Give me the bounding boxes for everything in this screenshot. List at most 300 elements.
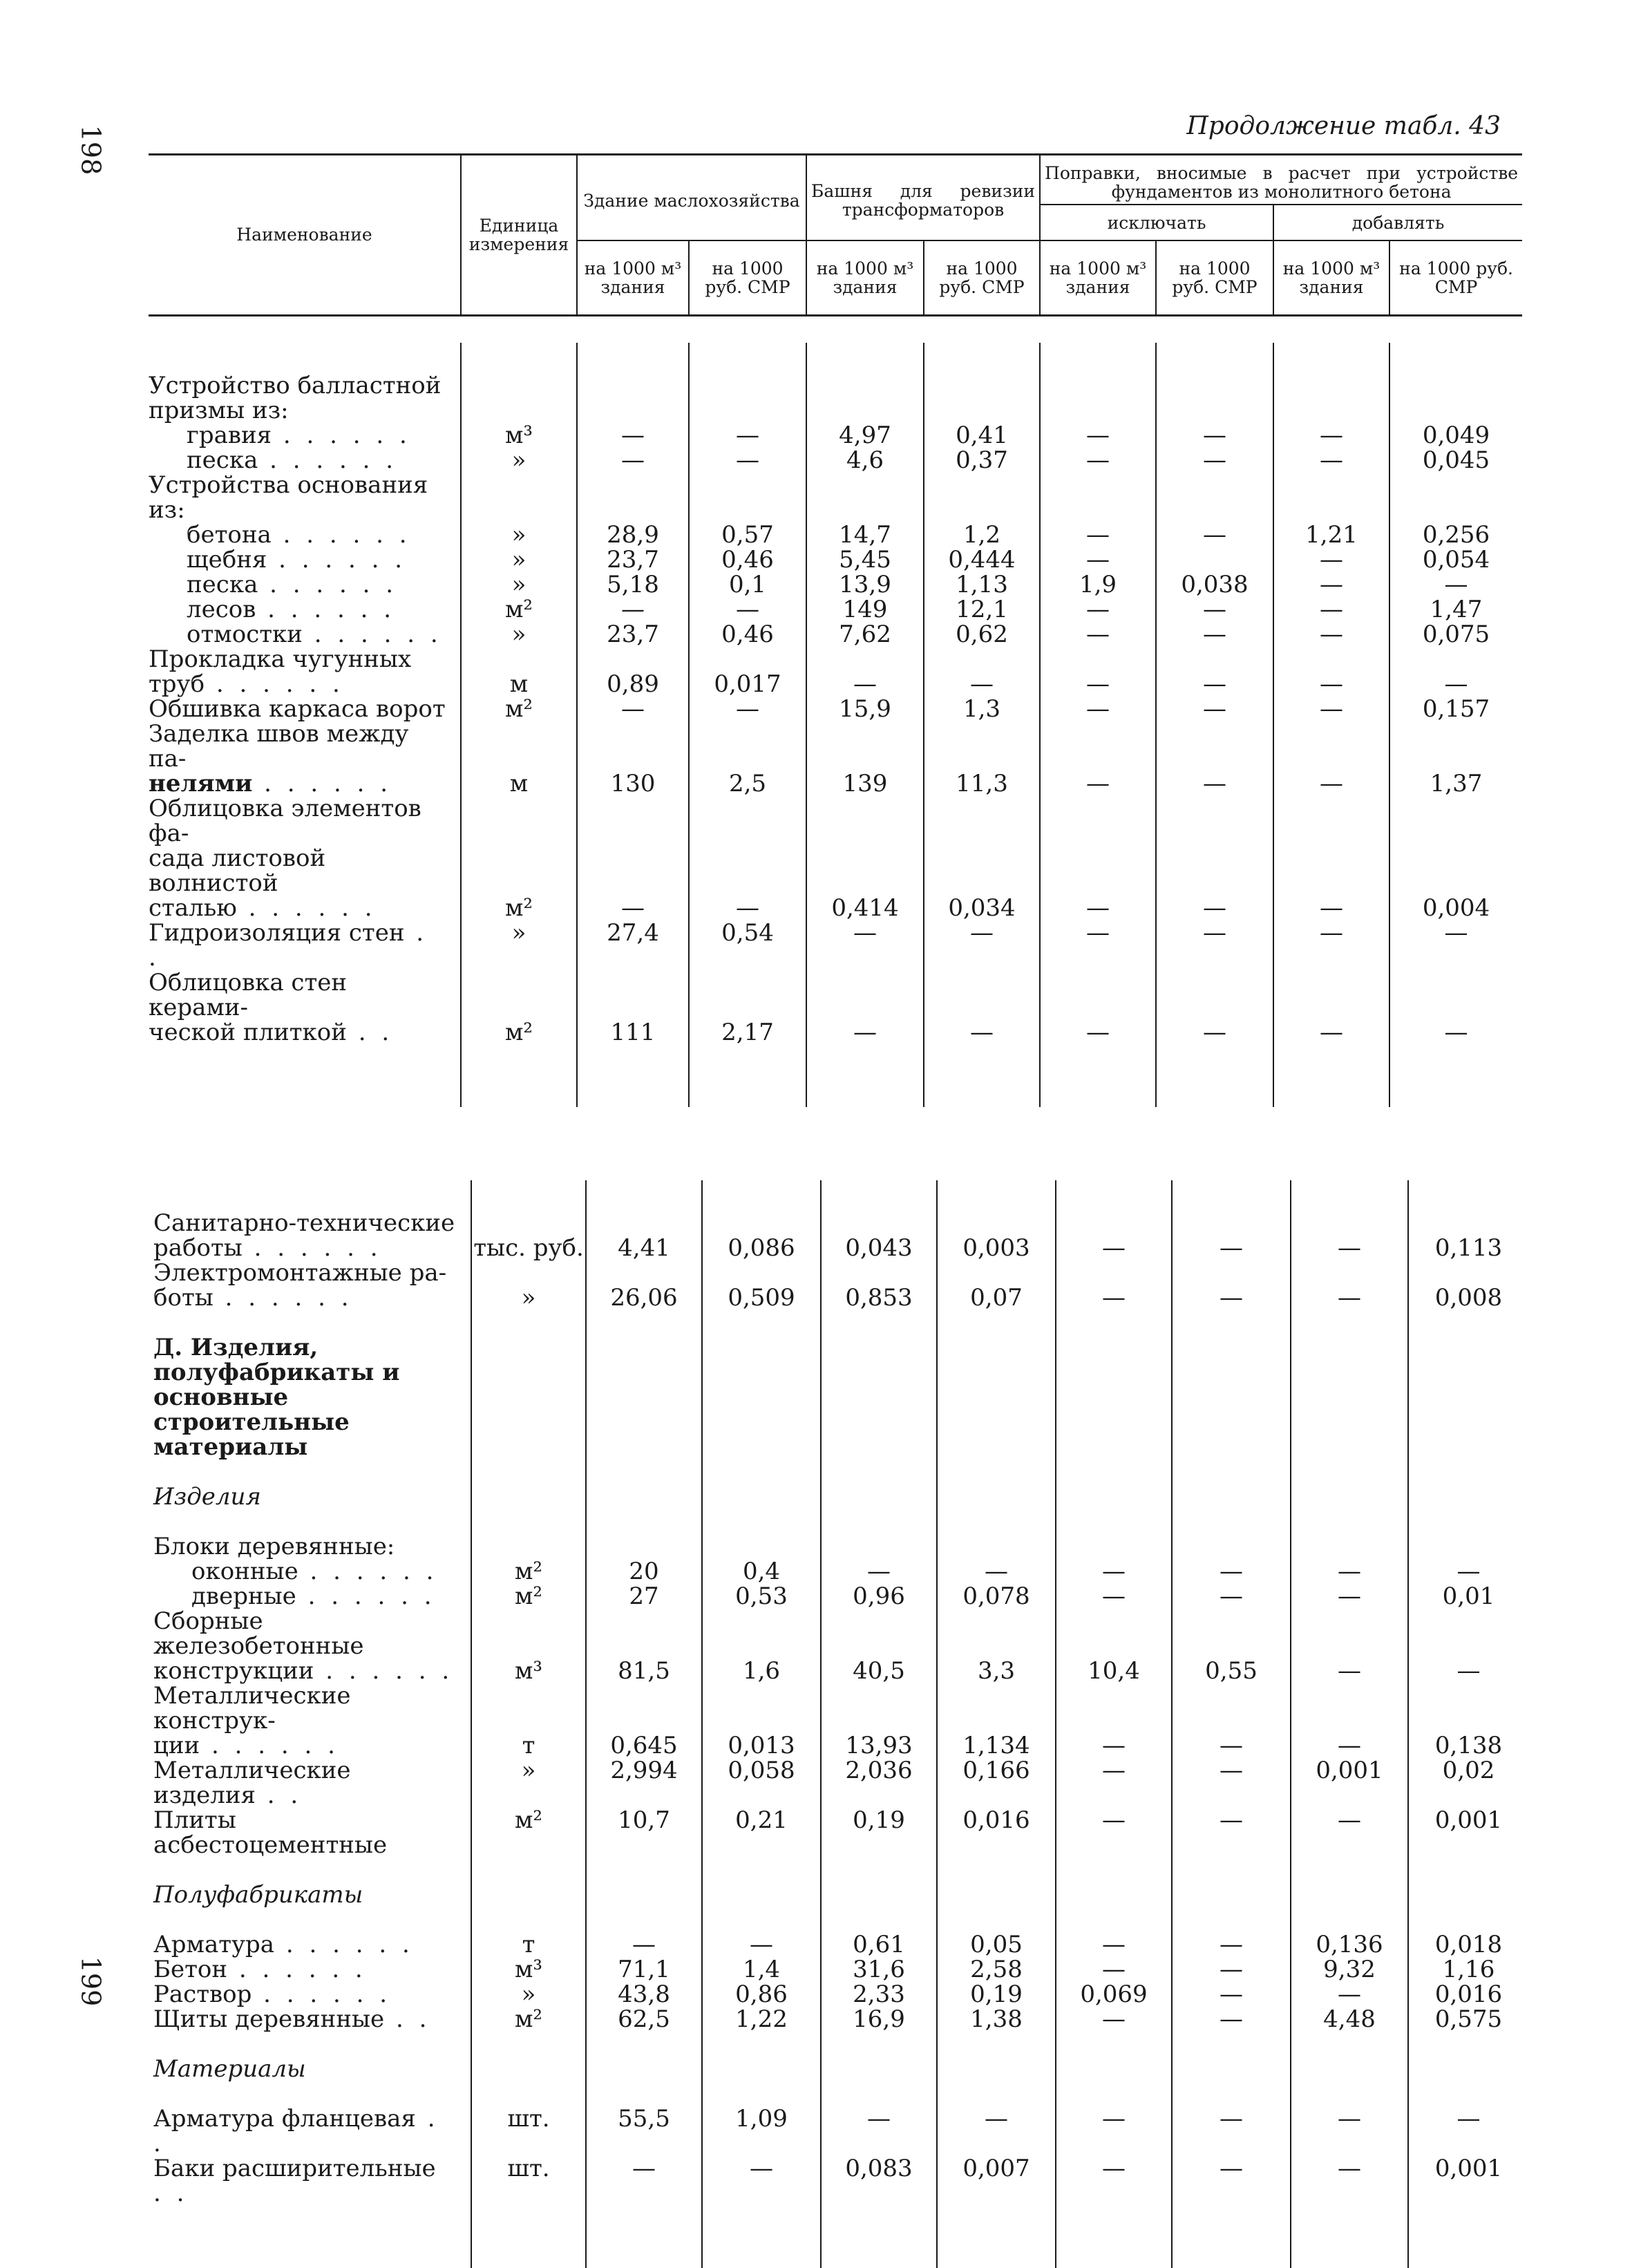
unit-cell: т: [471, 1932, 586, 1957]
subsection-heading: Полуфабрикаты: [153, 1881, 363, 1909]
unit-cell: »: [461, 622, 577, 647]
spacer-cell: [821, 1858, 937, 1882]
value-cell: [1056, 1260, 1172, 1285]
value-cell: —: [1389, 572, 1522, 597]
table-row: [153, 1683, 1528, 1733]
spacer-cell: [937, 1509, 1056, 1534]
value-cell: —: [1056, 1559, 1172, 1584]
value-cell: [1172, 1211, 1291, 1236]
value-cell: 0,001: [1408, 1808, 1528, 1858]
col-header-name: Наименование: [236, 225, 372, 245]
table-row: [153, 1260, 1528, 1285]
value-cell: [1408, 1683, 1528, 1733]
spacer-cell: [586, 1858, 702, 1882]
empty-cell: [586, 1335, 702, 1459]
spacer-cell: [702, 1180, 821, 1211]
row-name-text: Электромонтажные ра-: [153, 1259, 447, 1287]
value-cell: 149: [806, 597, 924, 622]
spacer-cell: [937, 1180, 1056, 1211]
value-cell: 16,9: [821, 2007, 937, 2032]
table-row: [149, 796, 1522, 846]
value-cell: —: [1056, 2156, 1172, 2206]
value-cell: —: [924, 672, 1040, 697]
value-cell: 71,1: [586, 1957, 702, 1982]
spacer-cell: [1172, 1509, 1291, 1534]
leader-dots: . . . . . .: [256, 596, 396, 623]
row-name: [149, 622, 461, 647]
value-cell: [586, 1609, 702, 1659]
value-cell: 5,45: [806, 547, 924, 572]
unit-cell: [471, 1260, 586, 1285]
value-cell: —: [1056, 1236, 1172, 1260]
table-row: [153, 2057, 1528, 2081]
empty-cell: [937, 2057, 1056, 2081]
value-cell: 0,001: [1408, 2156, 1528, 2206]
value-cell: [1389, 970, 1522, 1020]
spacer-cell: [1389, 1045, 1522, 1107]
col-header-m3-1: на 1000 м³ здания: [577, 240, 689, 315]
unit-cell: »: [461, 448, 577, 473]
row-name: [149, 547, 461, 572]
spacer-cell: [153, 1180, 471, 1211]
value-cell: 111: [577, 1020, 689, 1045]
leader-dots: . .: [153, 2105, 439, 2157]
value-cell: 55,5: [586, 2106, 702, 2156]
spacer-cell: [1273, 1045, 1389, 1107]
row-name: [149, 1020, 461, 1045]
value-cell: [586, 1534, 702, 1559]
spacer-cell: [1056, 1907, 1172, 1932]
value-cell: 0,256: [1389, 522, 1522, 547]
unit-cell: м²: [461, 896, 577, 920]
value-cell: —: [1273, 622, 1389, 647]
value-cell: 130: [577, 771, 689, 796]
unit-cell: м²: [471, 1559, 586, 1584]
value-cell: 0,46: [689, 547, 806, 572]
value-cell: —: [1156, 771, 1273, 796]
unit-cell: м: [461, 672, 577, 697]
value-cell: 1,134: [937, 1733, 1056, 1758]
empty-cell: [586, 2057, 702, 2081]
leader-dots: . .: [255, 1782, 303, 1809]
table-row: [149, 970, 1522, 1020]
value-cell: 0,1: [689, 572, 806, 597]
spacer-cell: [821, 1509, 937, 1534]
value-cell: —: [1408, 1659, 1528, 1683]
spacer-cell: [1156, 1045, 1273, 1107]
spacer-row: [149, 1045, 1522, 1107]
value-cell: [1291, 1609, 1408, 1659]
value-cell: 1,9: [1040, 572, 1156, 597]
value-cell: 62,5: [586, 2007, 702, 2032]
table-row: [153, 1858, 1528, 1882]
value-cell: 0,86: [702, 1982, 821, 2007]
table-row: [149, 622, 1522, 647]
row-name-text: Санитарно-технические: [153, 1209, 455, 1237]
value-cell: —: [702, 2156, 821, 2206]
spacer-cell: [821, 2206, 937, 2268]
value-cell: —: [1056, 2106, 1172, 2156]
value-cell: 2,5: [689, 771, 806, 796]
empty-cell: [471, 1484, 586, 1509]
row-name-text: Раствор: [153, 1981, 252, 2008]
empty-cell: [1408, 1335, 1528, 1459]
value-cell: 10,7: [586, 1808, 702, 1858]
spacer-cell: [471, 2032, 586, 2057]
value-cell: 4,41: [586, 1236, 702, 1260]
spacer-cell: [821, 2081, 937, 2106]
value-cell: [1156, 846, 1273, 896]
value-cell: —: [1156, 896, 1273, 920]
spacer-cell: [1172, 1858, 1291, 1882]
value-cell: [806, 846, 924, 896]
value-cell: [1172, 1534, 1291, 1559]
spacer-cell: [821, 1459, 937, 1484]
spacer-cell: [1408, 2081, 1528, 2106]
row-name: [149, 697, 461, 721]
table-row: [149, 1020, 1522, 1045]
value-cell: [586, 1260, 702, 1285]
value-cell: [577, 721, 689, 771]
row-name-text: Щиты деревянные: [153, 2005, 385, 2033]
value-cell: —: [1408, 1559, 1528, 1584]
empty-cell: [821, 1484, 937, 1509]
col-header-corrections: Поправки, вносимые в расчет при устройстве фундаментов из монолитного бетона: [1040, 155, 1522, 205]
unit-cell: [461, 846, 577, 896]
value-cell: 0,045: [1389, 448, 1522, 473]
spacer-cell: [586, 2206, 702, 2268]
row-name-text: Арматура: [153, 1931, 275, 1958]
value-cell: 2,17: [689, 1020, 806, 1045]
value-cell: [806, 721, 924, 771]
value-cell: [924, 970, 1040, 1020]
value-cell: [806, 473, 924, 522]
value-cell: 0,138: [1408, 1733, 1528, 1758]
spacer-cell: [471, 2081, 586, 2106]
value-cell: [1040, 647, 1156, 672]
spacer-cell: [153, 1509, 471, 1534]
value-cell: [586, 1683, 702, 1733]
value-cell: 27: [586, 1584, 702, 1609]
col-header-rub-1: на 1000 руб. СМР: [689, 240, 806, 315]
row-name-text: лесов: [187, 596, 256, 623]
value-cell: —: [1172, 1808, 1291, 1858]
value-cell: 9,32: [1291, 1957, 1408, 1982]
value-cell: —: [1273, 423, 1389, 448]
value-cell: 0,89: [577, 672, 689, 697]
row-name-text: Устройство балластной призмы из:: [149, 372, 442, 424]
row-name-text: Гидроизоляция стен: [149, 919, 405, 947]
value-cell: —: [1056, 1733, 1172, 1758]
spacer-cell: [1291, 2206, 1408, 2268]
value-cell: [806, 373, 924, 423]
value-cell: —: [1040, 771, 1156, 796]
table-row: [153, 2156, 1528, 2206]
table-row: [153, 2007, 1528, 2032]
value-cell: 0,4: [702, 1559, 821, 1584]
row-name: [149, 796, 461, 846]
value-cell: 0,086: [702, 1236, 821, 1260]
table-row: [153, 1211, 1528, 1236]
empty-cell: [1172, 1484, 1291, 1509]
value-cell: —: [1291, 1285, 1408, 1310]
row-name-text: отмостки: [187, 621, 303, 648]
leader-dots: . . . . . .: [314, 1657, 454, 1685]
value-cell: [1408, 1609, 1528, 1659]
value-cell: —: [1408, 2106, 1528, 2156]
row-name-text: работы: [153, 1234, 243, 1262]
spacer-cell: [937, 1907, 1056, 1932]
empty-cell: [1056, 2057, 1172, 2081]
spacer-cell: [1408, 1310, 1528, 1335]
empty-cell: [821, 1335, 937, 1459]
value-cell: —: [1156, 423, 1273, 448]
value-cell: [821, 1683, 937, 1733]
empty-cell: [1172, 1882, 1291, 1907]
value-cell: 0,058: [702, 1758, 821, 1808]
value-cell: —: [924, 920, 1040, 970]
row-name: [149, 597, 461, 622]
value-cell: 0,62: [924, 622, 1040, 647]
unit-cell: »: [461, 920, 577, 970]
value-cell: 10,4: [1056, 1659, 1172, 1683]
row-name: [153, 1584, 471, 1609]
spacer-cell: [702, 1858, 821, 1882]
value-cell: —: [1291, 1808, 1408, 1858]
unit-cell: [461, 970, 577, 1020]
value-cell: 2,994: [586, 1758, 702, 1808]
row-name-text: гравия: [187, 422, 272, 449]
value-cell: 0,41: [924, 423, 1040, 448]
row-name-text: песка: [187, 446, 258, 474]
row-name-text: Сборные железобетонные: [153, 1607, 364, 1660]
value-cell: [702, 1211, 821, 1236]
value-cell: [937, 1609, 1056, 1659]
value-cell: [1389, 796, 1522, 846]
value-cell: [924, 721, 1040, 771]
spacer-cell: [702, 1310, 821, 1335]
value-cell: 1,38: [937, 2007, 1056, 2032]
value-cell: —: [1172, 1733, 1291, 1758]
spacer-cell: [1408, 1459, 1528, 1484]
value-cell: —: [1040, 1020, 1156, 1045]
value-cell: —: [1040, 423, 1156, 448]
leader-dots: . . . . . .: [252, 770, 392, 797]
table-row: [153, 1733, 1528, 1758]
value-cell: —: [1040, 597, 1156, 622]
value-cell: 0,37: [924, 448, 1040, 473]
leader-dots: . . . . . .: [252, 1981, 392, 2008]
spacer-row: [153, 1180, 1528, 1211]
spacer-cell: [1040, 343, 1156, 373]
row-name: [149, 896, 461, 920]
value-cell: —: [689, 597, 806, 622]
leader-dots: . . . . . .: [258, 571, 398, 598]
value-cell: —: [1172, 2007, 1291, 2032]
value-cell: —: [1172, 1982, 1291, 2007]
value-cell: 0,043: [821, 1236, 937, 1260]
unit-cell: [471, 1609, 586, 1659]
value-cell: —: [1291, 1982, 1408, 2007]
value-cell: 2,33: [821, 1982, 937, 2007]
value-cell: 1,37: [1389, 771, 1522, 796]
value-cell: 0,075: [1389, 622, 1522, 647]
value-cell: 0,444: [924, 547, 1040, 572]
spacer-cell: [1056, 1180, 1172, 1211]
value-cell: [577, 647, 689, 672]
value-cell: [702, 1683, 821, 1733]
value-cell: [702, 1609, 821, 1659]
spacer-cell: [806, 1045, 924, 1107]
spacer-cell: [1172, 1180, 1291, 1211]
row-name: [149, 721, 461, 771]
value-cell: [937, 1534, 1056, 1559]
value-cell: [577, 846, 689, 896]
empty-cell: [1408, 2057, 1528, 2081]
value-cell: 0,61: [821, 1932, 937, 1957]
row-name-text: Баки расширительные: [153, 2155, 436, 2182]
value-cell: [689, 796, 806, 846]
value-cell: 0,034: [924, 896, 1040, 920]
empty-cell: [702, 1882, 821, 1907]
value-cell: [577, 373, 689, 423]
value-cell: —: [1273, 572, 1389, 597]
row-name-text: Заделка швов между па-: [149, 720, 409, 773]
value-cell: —: [1172, 1584, 1291, 1609]
spacer-cell: [937, 1858, 1056, 1882]
value-cell: —: [1273, 697, 1389, 721]
value-cell: 27,4: [577, 920, 689, 970]
value-cell: 26,06: [586, 1285, 702, 1310]
spacer-cell: [153, 1858, 471, 1882]
value-cell: —: [1291, 1659, 1408, 1683]
table-row: [153, 1758, 1528, 1808]
table-body-bottom: [153, 1180, 1528, 2268]
row-name: [149, 572, 461, 597]
spacer-cell: [1056, 1459, 1172, 1484]
value-cell: 28,9: [577, 522, 689, 547]
row-name: [149, 373, 461, 423]
spacer-cell: [1291, 1459, 1408, 1484]
leader-dots: . . . . . .: [227, 1956, 367, 1983]
col-header-m3-3: на 1000 м³ здания: [1040, 240, 1156, 315]
unit-cell: [471, 1211, 586, 1236]
spacer-cell: [1291, 1858, 1408, 1882]
value-cell: 43,8: [586, 1982, 702, 2007]
spacer-cell: [149, 343, 461, 373]
leader-dots: . . . . . .: [267, 546, 407, 574]
value-cell: 1,47: [1389, 597, 1522, 622]
row-name: [153, 1758, 471, 1808]
row-name: [153, 1559, 471, 1584]
spacer-cell: [702, 1907, 821, 1932]
value-cell: 0,05: [937, 1932, 1056, 1957]
empty-cell: [1172, 1335, 1291, 1459]
value-cell: —: [577, 597, 689, 622]
row-name: [153, 1982, 471, 2007]
table-row: [153, 1982, 1528, 2007]
value-cell: [924, 796, 1040, 846]
row-name: [153, 1285, 471, 1310]
value-cell: —: [806, 1020, 924, 1045]
value-cell: [1273, 796, 1389, 846]
value-cell: [1056, 1609, 1172, 1659]
leader-dots: . . . . . .: [274, 1931, 414, 1958]
unit-cell: м³: [471, 1659, 586, 1683]
spacer-cell: [702, 2032, 821, 2057]
spacer-cell: [689, 1045, 806, 1107]
spacer-cell: [1156, 343, 1273, 373]
value-cell: —: [689, 423, 806, 448]
row-name: [149, 672, 461, 697]
table-row: [153, 1907, 1528, 1932]
value-cell: 23,7: [577, 547, 689, 572]
empty-cell: [586, 1882, 702, 1907]
value-cell: 0,038: [1156, 572, 1273, 597]
row-name: [153, 2007, 471, 2032]
value-cell: —: [1291, 1559, 1408, 1584]
col-header-tower: Башня для ревизии трансформаторов: [806, 155, 1040, 241]
unit-cell: »: [471, 1982, 586, 2007]
value-cell: [937, 1211, 1056, 1236]
table-row: [153, 1484, 1528, 1509]
unit-cell: м²: [471, 1584, 586, 1609]
row-name-text: щебня: [187, 546, 267, 574]
value-cell: 11,3: [924, 771, 1040, 796]
value-cell: —: [924, 1020, 1040, 1045]
value-cell: 31,6: [821, 1957, 937, 1982]
value-cell: 0,001: [1291, 1758, 1408, 1808]
empty-cell: [937, 1335, 1056, 1459]
row-name-text: ции: [153, 1732, 200, 1759]
row-name: [149, 473, 461, 522]
row-name: [153, 1534, 471, 1559]
value-cell: [1408, 1260, 1528, 1285]
unit-cell: м²: [461, 697, 577, 721]
spacer-cell: [1273, 343, 1389, 373]
value-cell: 15,9: [806, 697, 924, 721]
value-cell: 0,049: [1389, 423, 1522, 448]
value-cell: —: [1172, 1957, 1291, 1982]
value-cell: 1,4: [702, 1957, 821, 1982]
table-row: [149, 672, 1522, 697]
row-name-text: нелями: [149, 770, 253, 797]
value-cell: —: [821, 2106, 937, 2156]
value-cell: 1,09: [702, 2106, 821, 2156]
empty-cell: [1291, 1335, 1408, 1459]
spacer-cell: [471, 2206, 586, 2268]
subsection-heading: Материалы: [153, 2055, 306, 2083]
row-name-text: конструкции: [153, 1657, 314, 1685]
subsection-heading: Изделия: [153, 1483, 261, 1511]
unit-cell: [471, 1683, 586, 1733]
empty-cell: [937, 1484, 1056, 1509]
spacer-cell: [1408, 1907, 1528, 1932]
value-cell: [1389, 721, 1522, 771]
value-cell: —: [1273, 547, 1389, 572]
row-name: [153, 2156, 471, 2206]
value-cell: —: [1156, 597, 1273, 622]
value-cell: 0,575: [1408, 2007, 1528, 2032]
spacer-row: [153, 2206, 1528, 2268]
value-cell: 0,003: [937, 1236, 1056, 1260]
value-cell: —: [806, 672, 924, 697]
row-name-text: Металлические конструк-: [153, 1682, 351, 1735]
value-cell: —: [1291, 1733, 1408, 1758]
spacer-cell: [1172, 1310, 1291, 1335]
table-row: [153, 1236, 1528, 1260]
table-row: [149, 572, 1522, 597]
